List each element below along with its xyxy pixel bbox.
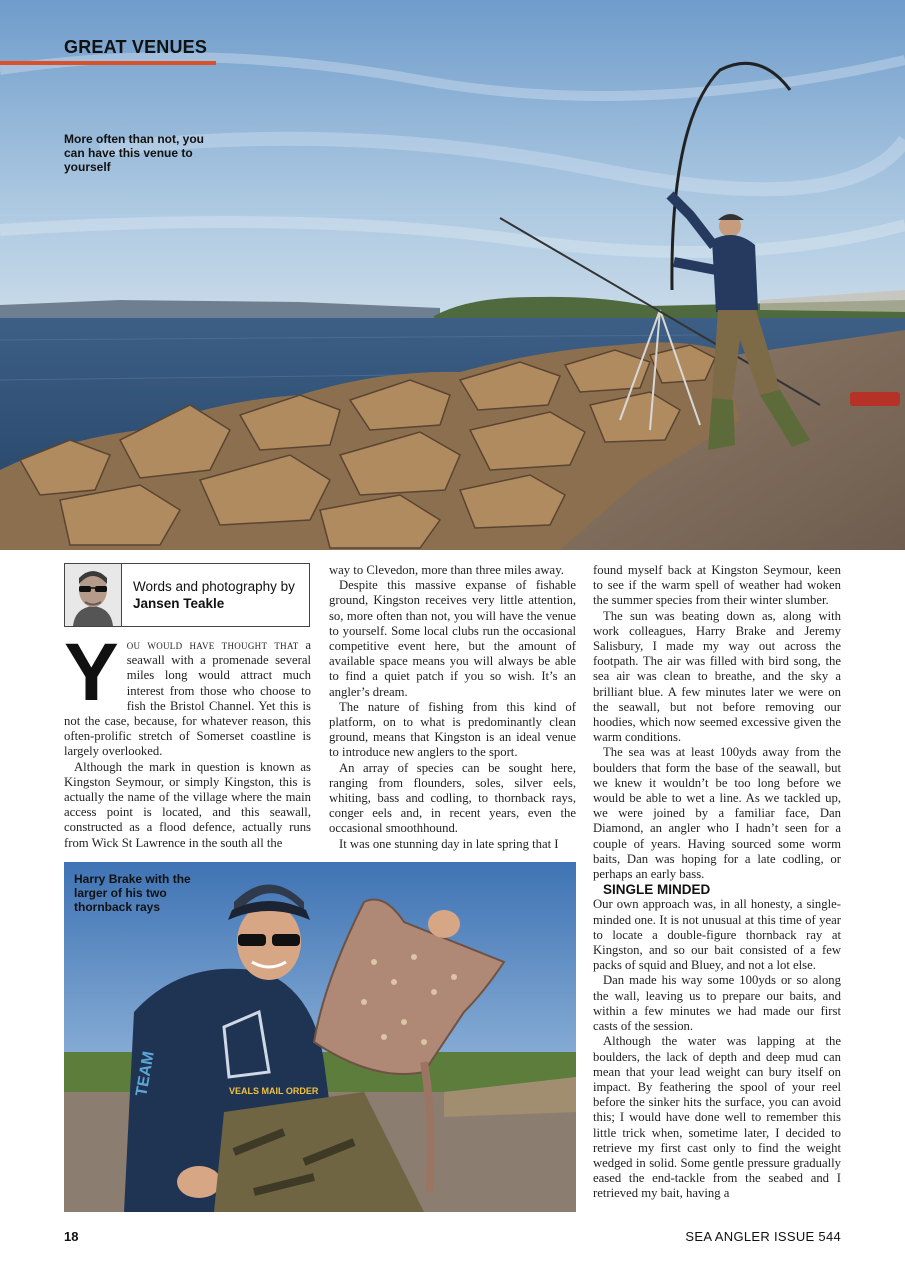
col2-paragraph-4: An array of species can be sought here, ranging from flounders, soles, silver eels, whiting, bass and codling, to thornback rays, conger eels and, in recent years, even the occasional smoothhound. [329,760,576,836]
hero-caption: More often than not, you can have this venue to yourself [64,132,204,174]
byline-prefix: Words and photography by [133,579,295,594]
section-tag: GREAT VENUES [64,37,208,57]
column-3 [593,563,841,1202]
subhead-single-minded: SINGLE MINDED [603,882,711,898]
section-rule [0,61,216,65]
byline-box [64,563,310,627]
col1-p1-text: a seawall with a promenade several miles long would attract much interest from those who choose to fish the Bristol Channel. Yet this is not the case, because, for whatever reason, this often-prolific stretch of Somerset coastline is largely overlooked. [64,638,311,759]
author-avatar [65,564,122,626]
col3-paragraph-1: found myself back at Kingston Seymour, keen to see if the warm spell of weather had woken the summer species from their winter slumber. [593,563,841,608]
drop-cap: Y [64,627,119,718]
col2-paragraph-3: The nature of fishing from this kind of platform, on to what is predominantly clean ground, means that Kingston is an ideal venue to introduce new anglers to the sport. [329,699,576,760]
col3-paragraph-3: The sea was at least 100yds away from the boulders that form the base of the seawall, but we knew it wouldn’t be too long before we would be able to wet a line. As we tackled up, we were joined by a familiar face, Dan Diamond, an angler who I hadn’t seen for a couple of years. Having sourced some worm baits, Dan was hoping for a late codling, or perhaps an early bass. [593,745,841,882]
column-1 [64,627,311,851]
hero-photo-illustration [0,0,905,550]
col2-paragraph-2: Despite this massive expanse of fishable ground, Kingston receives very little attention, so, more often than not, you will have the venue to yourself. Some local clubs run the occasional competitive event here, but the amount of available space means you will always be able to find a quiet patch if you so wish. It’s an angler’s dream. [329,578,576,699]
thornback-ray-illustration [64,862,576,1212]
byline-author: Jansen Teakle [133,596,225,611]
photo2-caption: Harry Brake with the larger of his two thornback rays [74,872,191,914]
magazine-issue: SEA ANGLER ISSUE 544 [685,1229,841,1244]
col3-paragraph-6: Although the water was lapping at the boulders, the lack of depth and deep mud can mean that your lead weight can bury itself on impact. By feathering the spool of your reel before the sinker hits the surface, you can avoid this; I would have done well to remember this little trick when, sometime later, I decided to retrieve my first cast only to find the weight wedged in solid. Some gentle pressure gradually eased the end-tackle from the seabed and I retrieved my bait, having a [593,1034,841,1201]
hoodie-text: VEALS MAIL ORDER [229,1086,319,1096]
col2-paragraph-1: way to Clevedon, more than three miles away. [329,563,564,577]
byline-text [133,578,309,612]
column-2 [329,563,576,852]
col1-paragraph-2: Although the mark in question is known as Kingston Seymour, or simply Kingston, this is actually the name of the village where the main access point is located, and this seawall, constructed as a flood defence, actually runs from Wick St Lawrence in the south all the [64,759,311,850]
hero-photo [0,0,905,550]
sleeve-text: TEAM [133,1050,158,1098]
thornback-ray-photo [64,862,576,1212]
page-number: 18 [64,1229,79,1244]
col3-paragraph-4: Our own approach was, in all honesty, a single-minded one. It is not unusual at this time of year to locate a double-figure thornback ray at Kingston, and so our bait consisted of a few packs of squid and Bluey, and not a lot else. [593,897,841,973]
col1-paragraph-1 [64,627,311,760]
col3-paragraph-2: The sun was beating down as, along with work colleagues, Harry Brake and Jeremy Salisbury, I made my way out across the footpath. The air was filled with bird song, the sea air was clean to breathe, and the sky a brilliant blue. A few minutes later we were on the seawall, but not before removing our hoodies, which now seemed excessive given the warm conditions. [593,608,841,745]
col3-paragraph-5: Dan made his way some 100yds or so along the wall, leaving us to prepare our baits, and within a few minutes we had made our first casts of the session. [593,973,841,1034]
lead-in-small-caps: ou would have thought that [126,638,299,652]
col2-paragraph-5: It was one stunning day in late spring that I [339,836,559,851]
